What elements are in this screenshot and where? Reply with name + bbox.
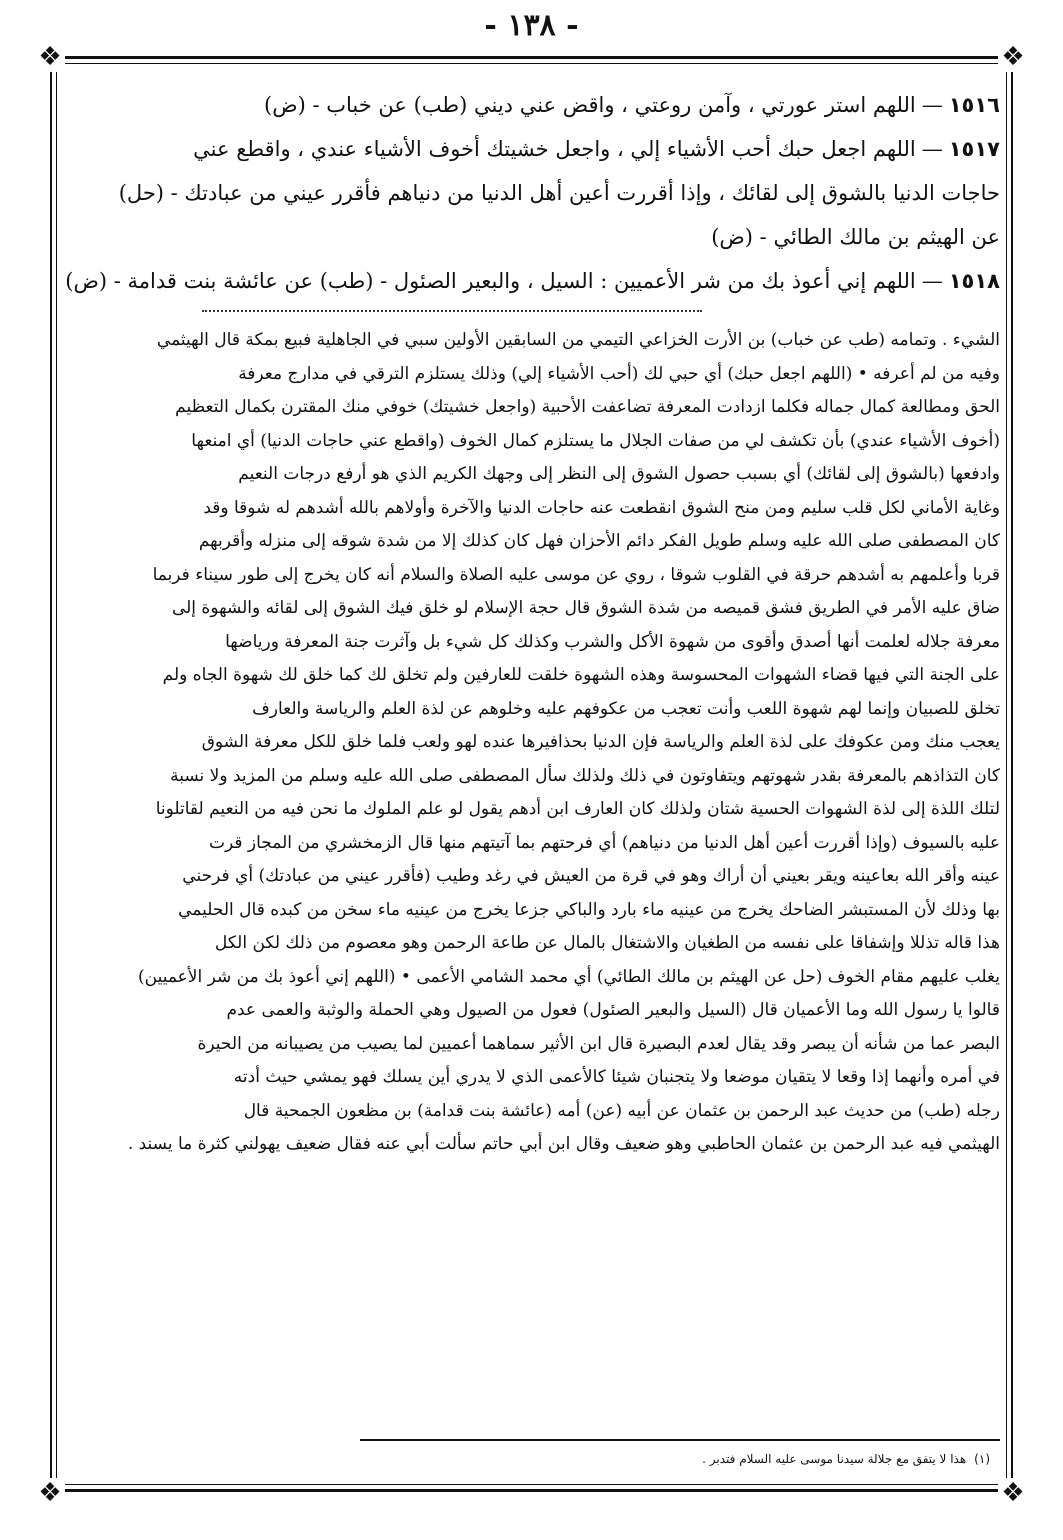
- hadith-text: اللهم استر عورتي ، وآمن روعتي ، واقض عني ديني (طب) عن خباب - (ض): [264, 93, 916, 117]
- commentary-line: قربا وأعلمهم به أشدهم حرقة في القلوب شوقا ، روي عن موسى عليه الصلاة والسلام أنه كان يخرج إلى طور سيناء فربما: [152, 564, 1000, 585]
- commentary-line: ضاق عليه الأمر في الطريق فشق قميصه من شدة الشوق قال حجة الإسلام لو خلق فيك الشوق إلى لقائه والشهوة إلى: [171, 598, 1000, 618]
- footnote-text: هذا لا يتفق مع جلالة سيدنا موسى عليه السلام فتدبر .: [702, 1452, 967, 1466]
- commentary-line: عليه بالسيوف (وإذا أقررت أعين أهل الدنيا من دنياهم) أي فرحتهم بما آتيتهم منها قال الزمخشري من المجاز قرت: [208, 832, 1000, 853]
- commentary-line: (أخوف الأشياء عندي) بأن تكشف لي من صفات الجلال ما يستلزم كمال الخوف (واقطع عني حاجات الدنيا) أي امنعها: [191, 430, 1000, 451]
- hadith-number: ١٥١٦: [948, 93, 1000, 117]
- footnote-divider: [360, 1439, 1000, 1441]
- section-divider: [202, 310, 702, 312]
- commentary-line: وادفعها (بالشوق إلى لقائك) أي بسبب حصول الشوق إلى النظر إلى وجهك الكريم الذي هو أرفع درجات النعيم: [238, 464, 1000, 484]
- commentary-line: لتلك اللذة إلى لذة الشهوات الحسية شتان ولذلك كان العارف ابن أدهم يقول لو علم الملوك ما نحن فيه من النعيم لقاتلونا: [155, 799, 1000, 819]
- commentary-line: كان التذاذهم بالمعرفة بقدر شهوتهم ويتفاوتون في ذلك ولذلك سأل المصطفى صلى الله عليه وسلم من المزيد ولا نسبة: [170, 765, 1000, 786]
- commentary-line: بها وذلك لأن المستبشر الضاحك يخرج من عينيه ماء بارد والباكي جزعا يخرج من عينيه ماء سخن من كبده قال الحليمي: [178, 899, 1000, 920]
- footnote: [420, 1450, 990, 1468]
- commentary-line: رجله (طب) من حديث عبد الرحمن بن عثمان عن أبيه (عن) أمه (عائشة بنت قدامة) بن مظعون الجمحية قال: [243, 1100, 1000, 1121]
- commentary-block: [62, 324, 1000, 1162]
- commentary-line: وفيه من لم أعرفه • (اللهم اجعل حبك) أي حبي لك (أحب الأشياء إلي) وذلك يستلزم الترقي في مدارج معرفة: [238, 363, 1000, 384]
- commentary-line: وغاية الأماني لكل قلب سليم ومن منح الشوق انقطعت عنه حاجات الدنيا والآخرة وأولاهم بالله أشدهم له شوقا وقد: [203, 497, 1000, 518]
- corner-ornament-icon: ❖: [35, 42, 65, 72]
- commentary-line: في أمره وأنهما إذا وقعا لا يتقيان موضعا ولا يتجنبان شيئا كالأعمى الذي لا يدري أين يسلك فهو يمشي حيث أدته: [233, 1067, 1000, 1087]
- commentary-line: الهيثمي فيه عبد الرحمن بن عثمان الحاطبي وهو ضعيف وقال ابن أبي حاتم سألت أبي عنه فقال ضعيف يهولني كثرة ما يسند .: [127, 1134, 1000, 1154]
- commentary-line: البصر عما من شأنه أن يبصر وقد يقال لعدم البصيرة قال ابن الأثير سماهما أعميين لما يصيب من يصيبانه من الحيرة: [197, 1033, 1000, 1054]
- commentary-line: كان المصطفى صلى الله عليه وسلم طويل الفكر دائم الأحزان فهل كان كذلك إلا من شدة شوقه إلى منزله وأقربهم: [198, 531, 1000, 551]
- commentary-line: الحق ومطالعة كمال جماله فكلما ازدادت المعرفة تضاعفت الأحبية (واجعل خشيتك) خوفي منك المقترن بكمال التعظيم: [175, 397, 1000, 417]
- commentary-line: تخلق للصبيان وإنما لهم شهوة اللعب وأنت تعجب من عكوفهم عليه وخلوهم عن لذة العلم والرياسة والعارف: [252, 698, 1000, 719]
- hadith-text-continuation: عن الهيثم بن مالك الطائي - (ض): [711, 225, 1000, 249]
- corner-ornament-icon: ❖: [35, 1478, 65, 1508]
- commentary-line: معرفة جلاله لعلمت أنها أصدق وأقوى من شهوة الأكل والشرب وكذلك كل شيء بل وآثرت جنة المعرفة ورياضها: [225, 631, 1000, 652]
- corner-ornament-icon: ❖: [998, 42, 1028, 72]
- commentary-line: على الجنة التي فيها قضاء الشهوات المحسوسة وهذه الشهوة خلقت للعارفين ولم تخلق لك كما خلق لك شهوة الجاه ولم: [162, 665, 1000, 685]
- hadith-entry: ١٥١٧—اللهم اجعل حبك أحب الأشياء إلي ، واجعل خشيتك أخوف الأشياء عندي ، واقطع عني حاجات الدنيا بالشوق إلى لقائك ، وإذا أقررت أعين أهل الدنيا من دنياهم فأقرر عيني من عبادتك - (حل) عن الهيثم بن مالك الطائي - (ض): [62, 134, 1000, 252]
- commentary-line: يغلب عليهم مقام الخوف (حل عن الهيثم بن مالك الطائي) أي محمد الشامي الأعمى • (اللهم إني أعوذ بك من شر الأعميين): [138, 966, 1000, 987]
- commentary-line: يعجب منك ومن عكوفك على لذة العلم والرياسة فإن الدنيا بحذافيرها عنده لهو ولعب فلما خلق للكل معرفة الشوق: [201, 732, 1000, 752]
- page-number: - ١٣٨ -: [484, 8, 579, 43]
- corner-ornament-icon: ❖: [998, 1478, 1028, 1508]
- commentary-line: قالوا يا رسول الله وما الأعميان قال (السيل والبعير الصئول) فعول من الصيول وهي الحملة والوثبة والعمى عدم: [226, 1000, 1000, 1020]
- commentary-line: الشيء . وتمامه (طب عن خباب) بن الأرت الخزاعي التيمي من السابقين الأولين سبي في الجاهلية فبيع بمكة قال الهيثمي: [156, 330, 1000, 350]
- hadith-text: اللهم إني أعوذ بك من شر الأعميين : السيل ، والبعير الصئول - (طب) عن عائشة بنت قدامة - (ض): [65, 269, 916, 293]
- page-content: [62, 90, 1000, 1162]
- commentary-line: عينه وأقر الله بعاعينه ويقر بعيني أن أراك وهو في قرة من العيش في رغد وطيب (فأقرر عيني من عبادتك) أي فرحني: [182, 866, 1000, 886]
- hadith-text-continuation: حاجات الدنيا بالشوق إلى لقائك ، وإذا أقررت أعين أهل الدنيا من دنياهم فأقرر عيني من عبادتك - (حل): [118, 181, 1000, 205]
- footnote-marker: (١): [974, 1452, 990, 1466]
- hadith-entry: ١٥١٨—اللهم إني أعوذ بك من شر الأعميين : السيل ، والبعير الصئول - (طب) عن عائشة بنت قدامة - (ض): [65, 269, 1000, 293]
- commentary-line: هذا قاله تذللا وإشفاقا على نفسه من الطغيان والاشتغال بالمال عن طاعة الرحمن وهو معصوم من ذلك لكن الكل: [214, 933, 1000, 953]
- hadith-text: اللهم اجعل حبك أحب الأشياء إلي ، واجعل خشيتك أخوف الأشياء عندي ، واقطع عني: [193, 137, 916, 161]
- hadith-number: ١٥١٨: [948, 269, 1000, 293]
- hadith-number: ١٥١٧: [948, 137, 1000, 161]
- hadith-entry: ١٥١٦—اللهم استر عورتي ، وآمن روعتي ، واقض عني ديني (طب) عن خباب - (ض): [264, 93, 1000, 117]
